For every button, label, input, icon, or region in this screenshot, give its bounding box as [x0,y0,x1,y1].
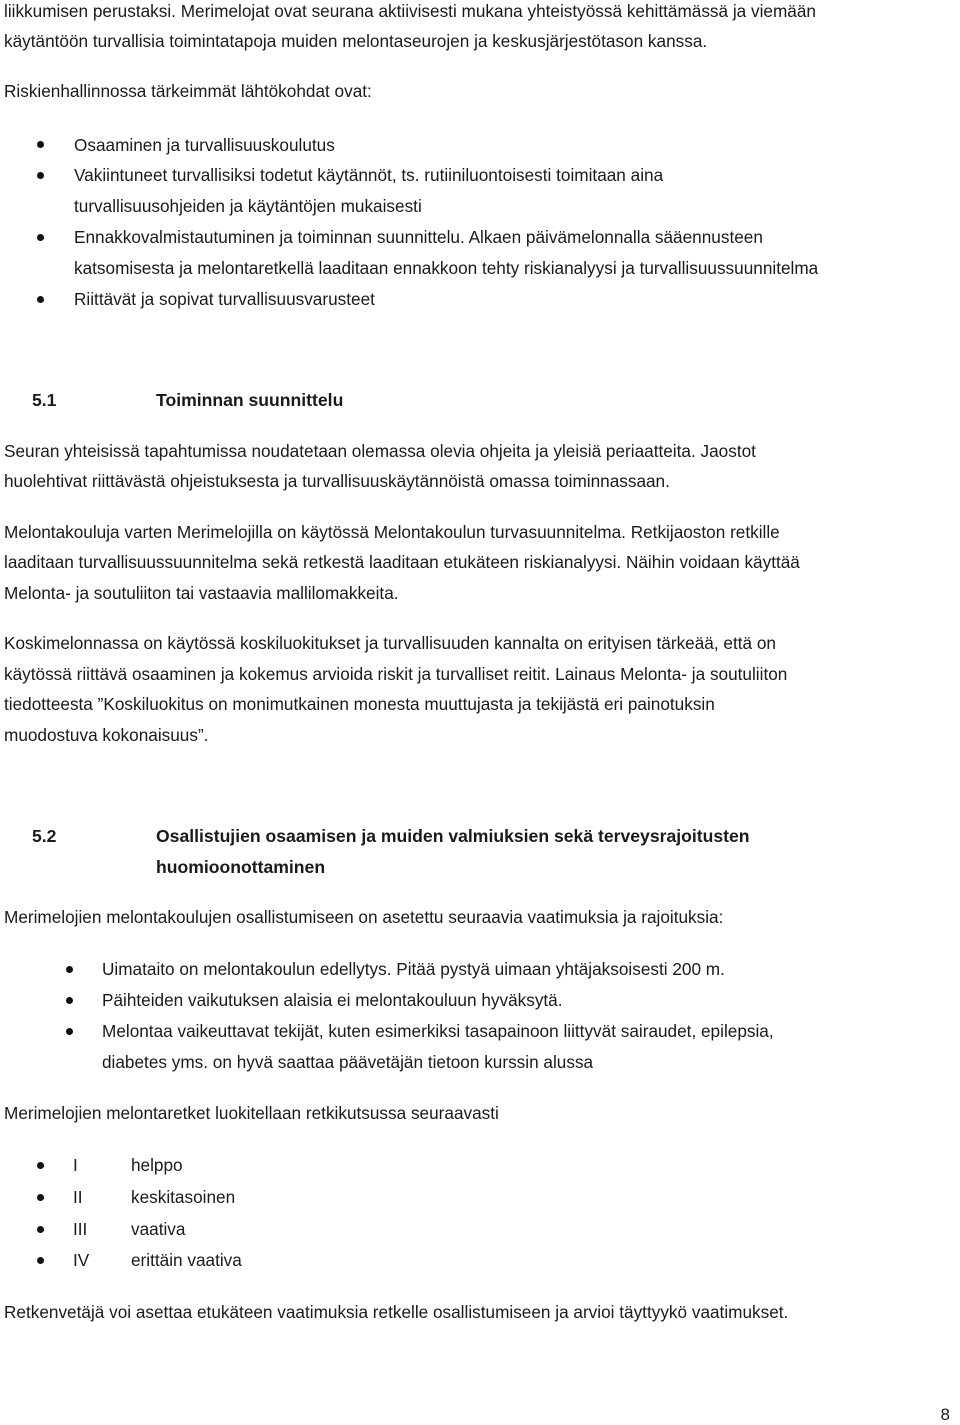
section-5-2-title-line2: huomioonottaminen [156,857,326,877]
bullet-icon [66,1028,73,1035]
section-5-2-title-line1: Osallistujien osaamisen ja muiden valmiuksien sekä terveysrajoitusten [156,826,750,846]
intro-line-1: liikkumisen perustaksi. Merimelojat ovat seurana aktiivisesti mukana yhteistyössä kehittämässä ja viemään [4,1,816,21]
classification-intro: Merimelojien melontaretket luokitellaan retkikutsussa seuraavasti [4,1103,499,1123]
risk-item-3-cont: katsomisesta ja melontaretkellä laaditaan ennakkoon tehty riskianalyysi ja turvallisuussuunnitelma [74,258,819,278]
risk-item-1: Osaaminen ja turvallisuuskoulutus [74,135,335,155]
requirement-3: Melontaa vaikeuttavat tekijät, kuten esimerkiksi tasapainoon liittyvät sairaudet, epilepsia, [102,1021,774,1041]
s51-p2-line1: Melontakouluja varten Merimelojilla on käytössä Melontakoulun turvasuunnitelma. Retkijaoston retkille [4,522,780,542]
s51-p2-line3: Melonta- ja soutuliiton tai vastaavia mallilomakkeita. [4,583,399,603]
s51-p3-line3: tiedotteesta ”Koskiluokitus on monimutkainen monesta muuttujasta ja tekijästä eri painotuksin [4,694,715,714]
risk-item-3: Ennakkovalmistautuminen ja toiminnan suunnittelu. Alkaen päivämelonnalla sääennusteen [74,227,763,247]
class-label: keskitasoinen [131,1187,236,1207]
s51-p1-line1: Seuran yhteisissä tapahtumissa noudatetaan olemassa olevia ohjeita ja yleisiä periaatteita. Jaostot [4,441,756,461]
section-5-2-number: 5.2 [32,826,57,846]
risk-item-2-cont: turvallisuusohjeiden ja käytäntöjen mukaisesti [74,196,422,216]
bullet-icon [37,1257,44,1264]
requirement-1: Uimataito on melontakoulun edellytys. Pitää pystyä uimaan yhtäjaksoisesti 200 m. [102,959,725,979]
s51-p3-line1: Koskimelonnassa on käytössä koskiluokitukset ja turvallisuuden kannalta on erityisen tärkeää, että on [4,633,776,653]
risk-heading: Riskienhallinnossa tärkeimmät lähtökohdat ovat: [4,81,372,101]
requirement-3-cont: diabetes yms. on hyvä saattaa päävetäjän tietoon kurssin alussa [102,1052,594,1072]
bullet-icon [37,141,44,148]
class-code: I [73,1155,78,1175]
bullet-icon [37,296,44,303]
bullet-icon [37,1194,44,1201]
risk-item-4: Riittävät ja sopivat turvallisuusvarusteet [74,289,375,309]
class-code: III [73,1219,88,1239]
s51-p3-line2: käytössä riittävä osaaminen ja kokemus arvioida riskit ja turvalliset reitit. Lainaus Melonta- ja soutuliiton [4,664,788,684]
section-5-1-number: 5.1 [32,390,57,410]
class-code: IV [73,1250,90,1270]
class-label: vaativa [131,1219,186,1239]
requirement-2: Päihteiden vaikutuksen alaisia ei melontakouluun hyväksytä. [102,990,563,1010]
risk-item-2: Vakiintuneet turvallisiksi todetut käytännöt, ts. rutiiniluontoisesti toimitaan aina [74,165,664,185]
bullet-icon [37,1226,44,1233]
s51-p1-line2: huolehtivat riittävästä ohjeistuksesta ja turvallisuuskäytännöistä omassa toiminnassaan. [4,471,670,491]
bullet-icon [66,997,73,1004]
bullet-icon [37,1162,44,1169]
closing-text: Retkenvetäjä voi asettaa etukäteen vaatimuksia retkelle osallistumiseen ja arvioi täyttyykö vaatimukset. [4,1302,789,1322]
class-code: II [73,1187,83,1207]
s51-p2-line2: laaditaan turvallisuussuunnitelma sekä retkestä laaditaan etukäteen riskianalyysi. Näihin voidaan käyttää [4,552,800,572]
intro-line-2: käytäntöön turvallisia toimintatapoja muiden melontaseurojen ja keskusjärjestötason kanssa. [4,31,708,51]
page-number: 8 [940,1405,950,1424]
bullet-icon [37,234,44,241]
class-label: erittäin vaativa [131,1250,242,1270]
class-label: helppo [131,1155,183,1175]
s52-intro: Merimelojien melontakoulujen osallistumiseen on asetettu seuraavia vaatimuksia ja rajoituksia: [4,907,724,927]
s51-p3-line4: muodostuva kokonaisuus”. [4,725,209,745]
bullet-icon [66,966,73,973]
bullet-icon [37,172,44,179]
section-5-1-title: Toiminnan suunnittelu [156,390,344,410]
